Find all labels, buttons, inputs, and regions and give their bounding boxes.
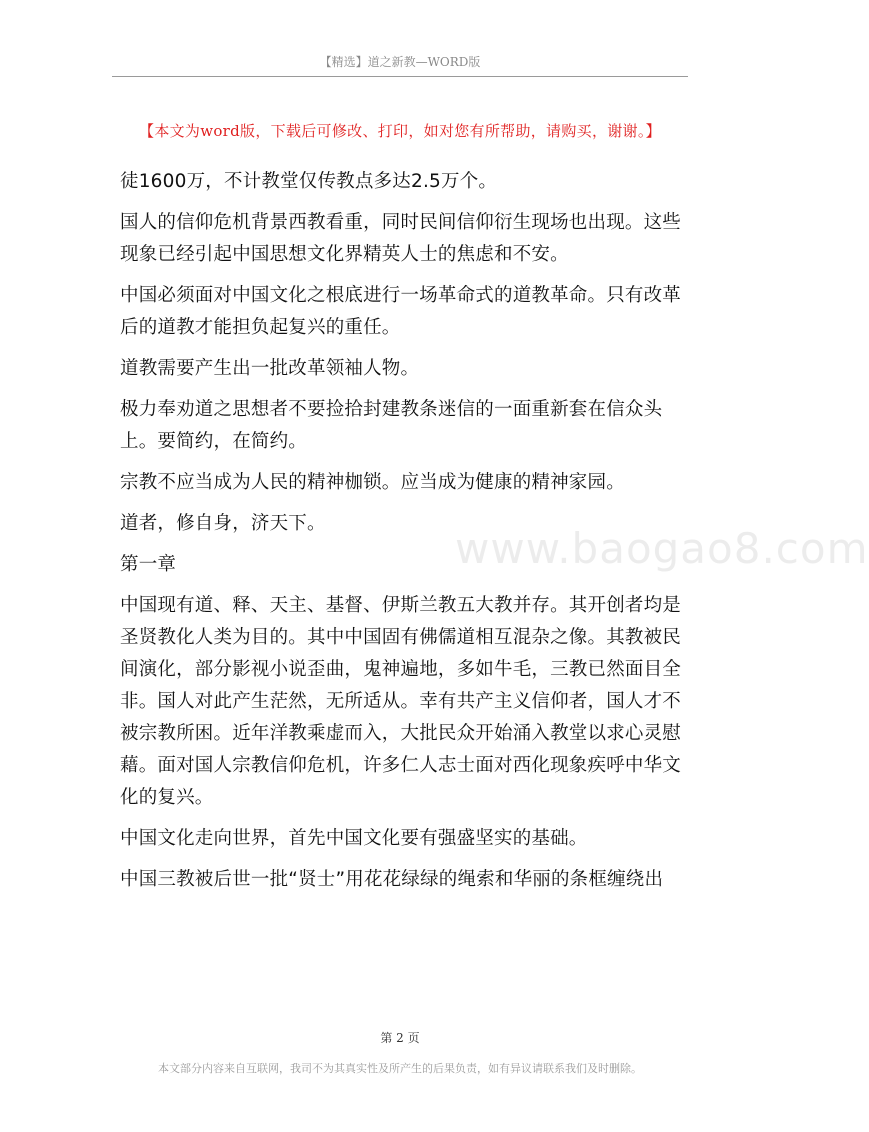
page-header: 【精选】道之新教—WORD版 <box>319 55 481 69</box>
paragraph: 道教需要产生出一批改革领袖人物。 <box>120 358 420 379</box>
paragraph: 宗教不应当成为人民的精神枷锁。应当成为健康的精神家园。 <box>120 472 625 493</box>
header-divider <box>112 76 688 77</box>
purchase-notice: 【本文为word版，下载后可修改、打印，如对您有所帮助，请购买，谢谢。】 <box>139 122 661 140</box>
paragraph: 极力奉劝道之思想者不要捡拾封建教条迷信的一面重新套在信众头上。要简约，在简约。 <box>120 399 663 452</box>
paragraph: 中国现有道、释、天主、基督、伊斯兰教五大教并存。其开创者均是圣贤教化人类为目的。其中中国固有佛儒道相互混杂之像。其教被民间演化，部分影视小说歪曲，鬼神遍地，多如牛毛，三教已然面目全非。国人对此产生茫然，无所适从。幸有共产主义信仰者，国人才不被宗教所困。近年洋教乘虚而入，大批民众开始涌入教堂以求心灵慰藉。面对国人宗教信仰危机，许多仁人志士面对西化现象疾呼中华文化的复兴。 <box>120 595 682 808</box>
paragraph: 中国三教被后世一批“贤士”用花花绿绿的绳索和华丽的条框缠绕出 <box>120 869 664 890</box>
page-number: 第 2 页 <box>380 1031 420 1045</box>
paragraph: 道者，修自身，济天下。 <box>120 513 326 534</box>
paragraph: 中国必须面对中国文化之根底进行一场革命式的道教革命。只有改革后的道教才能担负起复兴的重任。 <box>120 285 682 338</box>
watermark: www.baogao8.com <box>455 524 869 573</box>
chapter-heading: 第一章 <box>120 554 177 575</box>
paragraph: 中国文化走向世界，首先中国文化要有强盛坚实的基础。 <box>120 828 588 849</box>
footer-disclaimer: 本文部分内容来自互联网，我司不为其真实性及所产生的后果负责，如有异议请联系我们及时删除。 <box>158 1062 642 1075</box>
paragraph: 国人的信仰危机背景西教看重，同时民间信仰衍生现场也出现。这些现象已经引起中国思想文化界精英人士的焦虑和不安。 <box>120 212 682 265</box>
paragraph: 徒1600万，不计教堂仅传教点多达2.5万个。 <box>120 171 498 192</box>
document-body <box>120 166 682 905</box>
